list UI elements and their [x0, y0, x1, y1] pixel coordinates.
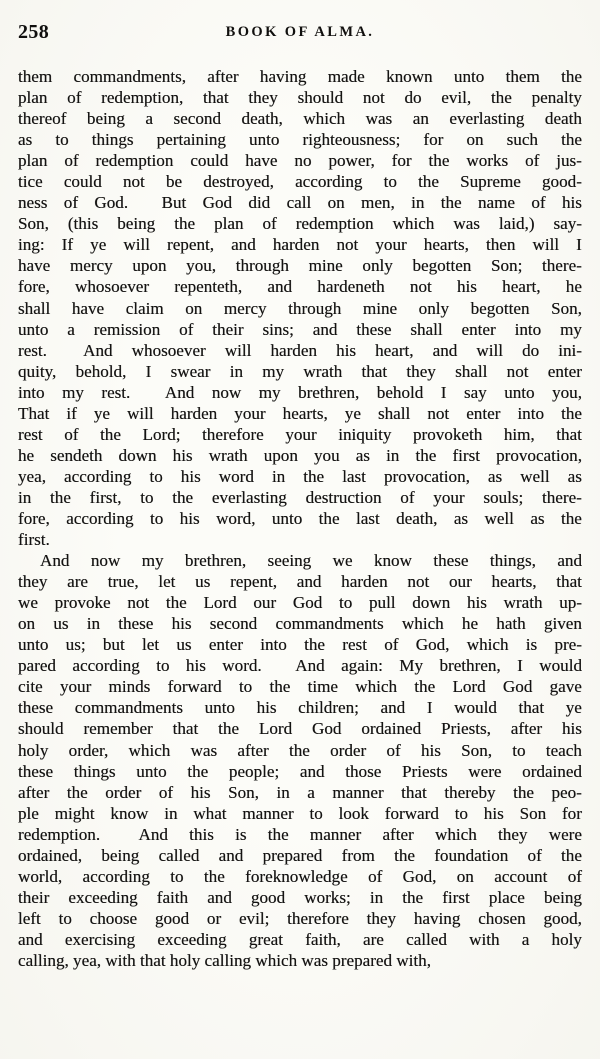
text-line: redemption. And this is the manner after which they were — [18, 824, 582, 844]
text-line: world, according to the foreknowledge of God, on account of — [18, 866, 582, 886]
text-line: plan of redemption, that they should not do evil, the penalty — [18, 88, 582, 108]
text-line: he sendeth down his wrath upon you as in the first provocation, — [18, 445, 582, 465]
text-line: on us in these his second commandments which he hath given — [18, 614, 582, 634]
text-line: should remember that the Lord God ordained Priests, after his — [18, 719, 582, 739]
text-line: and exercising exceeding great faith, are called with a holy — [18, 929, 582, 949]
text-line: calling, yea, with that holy calling which was prepared with, — [18, 950, 431, 970]
text-line: we provoke not the Lord our God to pull down his wrath up- — [18, 593, 582, 613]
text-line: fore, whosoever repenteth, and hardeneth not his heart, he — [18, 277, 582, 297]
text-line: ordained, being called and prepared from the foundation of the — [18, 845, 582, 865]
text-line: they are true, let us repent, and harden not our hearts, that — [18, 572, 582, 592]
text-line: unto a remission of their sins; and these shall enter into my — [18, 319, 582, 339]
text-line: rest of the Lord; therefore your iniquity provoketh him, that — [18, 424, 582, 444]
text-line: them commandments, after having made known unto them the — [18, 67, 582, 86]
text-line: thereof being a second death, which was an everlasting death — [18, 109, 582, 129]
text-line: That if ye will harden your hearts, ye shall not enter into the — [18, 403, 582, 423]
text-line: ple might know in what manner to look forward to his Son for — [18, 803, 582, 823]
text-line: plan of redemption could have no power, for the works of jus- — [18, 151, 582, 171]
text-line: after the order of his Son, in a manner that thereby the peo- — [18, 782, 582, 802]
text-line: Son, (this being the plan of redemption which was laid,) say- — [18, 214, 582, 234]
book-title-heading: BOOK OF ALMA. — [225, 23, 375, 41]
text-line: rest. And whosoever will harden his heart, and will do ini- — [18, 340, 582, 360]
text-line: ness of God. But God did call on men, in the name of his — [18, 193, 582, 213]
text-line: shall have claim on mercy through mine only begotten Son, — [18, 298, 582, 318]
text-line: cite your minds forward to the time which the Lord God gave — [18, 677, 582, 697]
text-line: yea, according to his word in the last provocation, as well as — [18, 466, 582, 486]
page-number: 258 — [18, 21, 50, 43]
running-head — [0, 19, 600, 45]
text-line: holy order, which was after the order of his Son, to teach — [18, 740, 582, 760]
text-line: as to things pertaining unto righteousness; for on such the — [18, 130, 582, 150]
text-line: these things unto the people; and those Priests were ordained — [18, 761, 582, 781]
text-line: ing: If ye will repent, and harden not your hearts, then will I — [18, 235, 582, 255]
text-line: first. — [18, 530, 50, 550]
body-text — [18, 66, 582, 971]
text-line: left to choose good or evil; therefore they having chosen good, — [18, 908, 582, 928]
text-line: their exceeding faith and good works; in the first place being — [18, 887, 582, 907]
text-line: unto us; but let us enter into the rest of God, which is pre- — [18, 635, 582, 655]
text-line: fore, according to his word, unto the last death, as well as the — [18, 508, 582, 528]
text-line: And now my brethren, seeing we know these things, and — [40, 551, 582, 571]
text-line: these commandments unto his children; and I would that ye — [18, 698, 582, 718]
text-line: have mercy upon you, through mine only begotten Son; there- — [18, 256, 582, 276]
text-line: into my rest. And now my brethren, behold I say unto you, — [18, 382, 582, 402]
text-line: quity, behold, I swear in my wrath that they shall not enter — [18, 361, 582, 381]
text-line: tice could not be destroyed, according to the Supreme good- — [18, 172, 582, 192]
text-line: in the first, to the everlasting destruction of your souls; there- — [18, 487, 582, 507]
text-line: pared according to his word. And again: My brethren, I would — [18, 656, 582, 676]
